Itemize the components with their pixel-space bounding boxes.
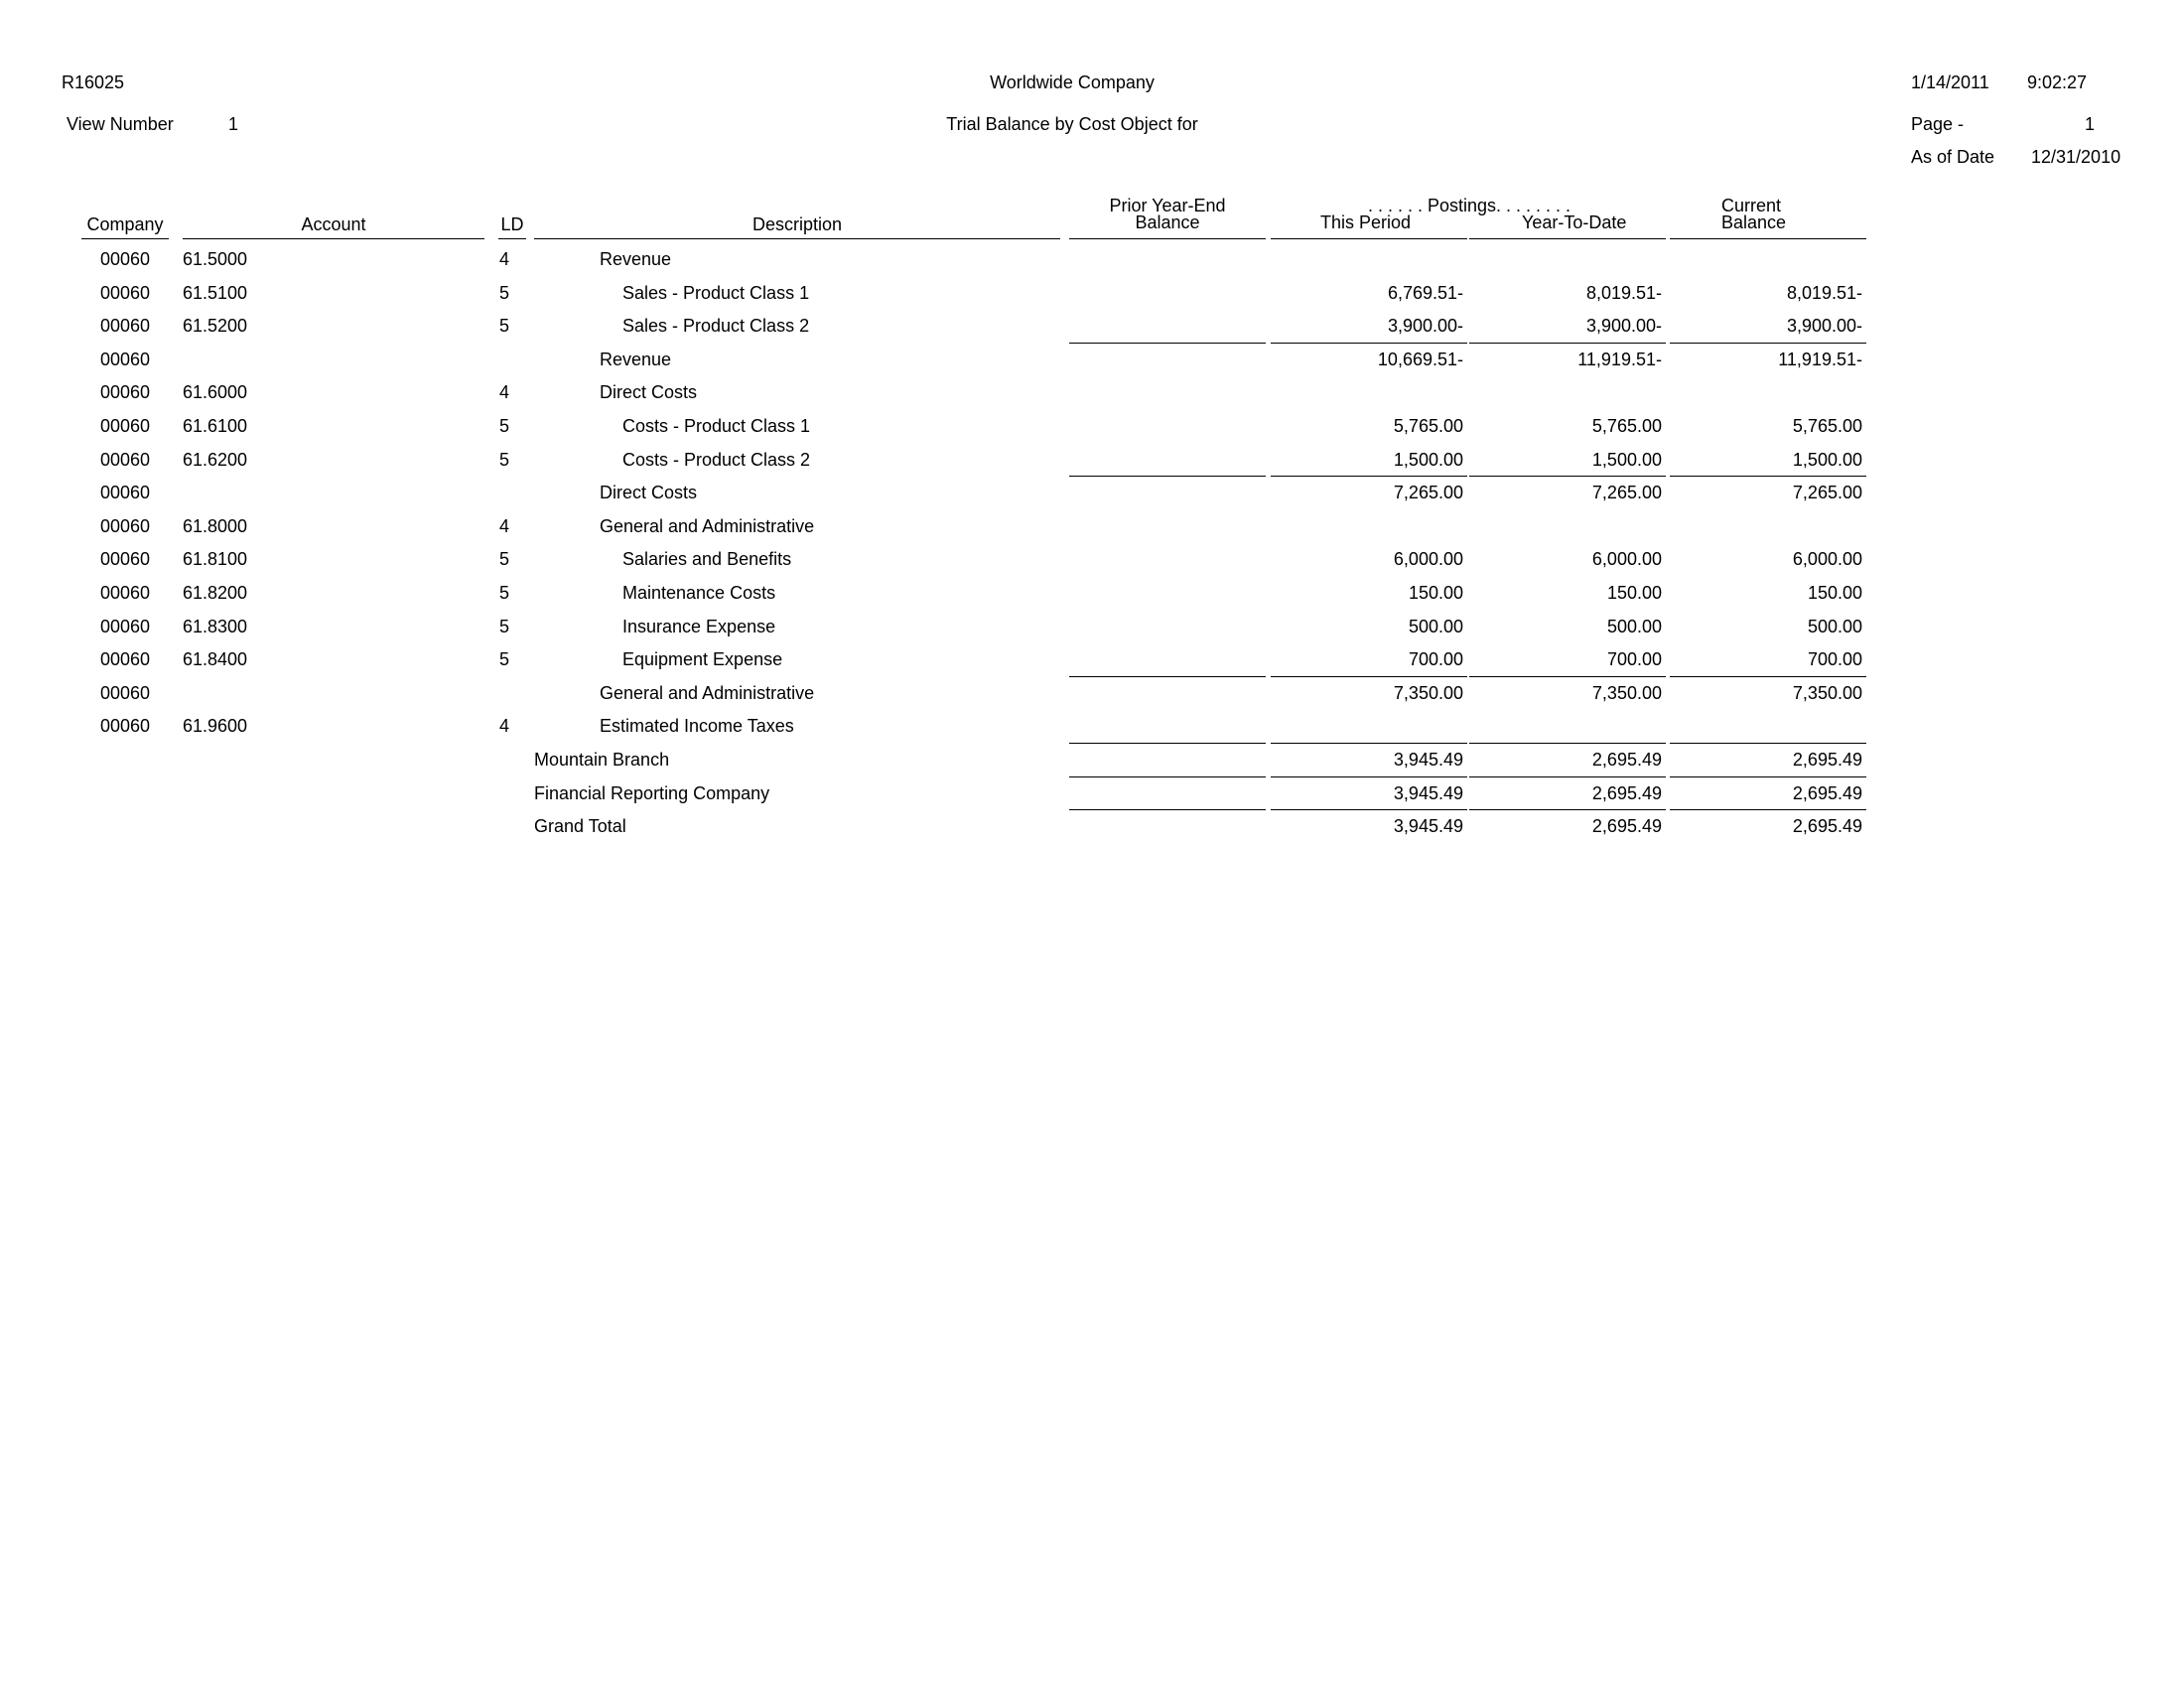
cell-year-to-date: 150.00 [1606, 583, 1662, 603]
cell-description: Maintenance Costs [622, 583, 776, 603]
table-row [0, 610, 2184, 643]
cell-ld: 5 [499, 316, 510, 337]
cell-this-period: 700.00 [1408, 649, 1463, 670]
cell-this-period: 3,945.49 [1393, 816, 1463, 837]
cell-ld: 5 [499, 282, 510, 303]
cell-current-balance: 6,000.00 [1792, 549, 1862, 570]
cell-description: General and Administrative [600, 515, 815, 536]
cell-company: 00060 [99, 649, 151, 670]
col-ld: LD [500, 214, 524, 234]
table-row [0, 375, 2184, 409]
cell-current-balance: 8,019.51- [1786, 282, 1862, 303]
cell-year-to-date: 2,695.49 [1591, 750, 1662, 770]
table-row [0, 476, 2184, 509]
subtotal-rule [1469, 676, 1666, 677]
subtotal-rule [1670, 743, 1866, 744]
as-of-label: As of Date [1911, 147, 1995, 167]
cell-this-period: 1,500.00 [1393, 449, 1463, 470]
cell-this-period: 6,769.51- [1387, 282, 1463, 303]
col-current-line2: Balance [1721, 212, 1787, 232]
cell-this-period: 3,945.49 [1393, 750, 1463, 770]
cell-current-balance: 7,265.00 [1792, 483, 1862, 503]
table-row [0, 743, 2184, 776]
cell-company: 00060 [99, 549, 151, 570]
cell-this-period: 500.00 [1408, 616, 1463, 636]
cell-year-to-date: 5,765.00 [1591, 416, 1662, 436]
subtotal-rule [1670, 343, 1866, 344]
subtotal-rule [1069, 343, 1266, 344]
cell-year-to-date: 700.00 [1606, 649, 1662, 670]
cell-description: Costs - Product Class 1 [622, 416, 811, 436]
cell-description: Estimated Income Taxes [600, 716, 794, 737]
cell-company: 00060 [99, 682, 151, 703]
cell-ld: 4 [499, 382, 510, 403]
cell-year-to-date: 7,350.00 [1591, 682, 1662, 703]
subtotal-rule [1469, 809, 1666, 810]
run-time: 9:02:27 [2027, 72, 2088, 92]
cell-year-to-date: 500.00 [1606, 616, 1662, 636]
cell-account: 61.6100 [183, 416, 248, 436]
cell-company: 00060 [99, 416, 151, 436]
subtotal-rule [1469, 476, 1666, 477]
col-this-period-underline [1271, 238, 1467, 239]
cell-current-balance: 1,500.00 [1792, 449, 1862, 470]
cell-current-balance: 5,765.00 [1792, 416, 1862, 436]
subtotal-rule [1069, 776, 1266, 777]
cell-current-balance: 500.00 [1807, 616, 1862, 636]
cell-description: Sales - Product Class 1 [622, 282, 810, 303]
cell-description: General and Administrative [600, 682, 815, 703]
subtotal-rule [1670, 476, 1866, 477]
col-current-line1: Current [1721, 196, 1782, 215]
cell-current-balance: 3,900.00- [1786, 316, 1862, 337]
cell-company: 00060 [99, 449, 151, 470]
cell-this-period: 10,669.51- [1377, 349, 1463, 369]
cell-description: Revenue [600, 349, 672, 369]
subtotal-rule [1271, 776, 1467, 777]
subtotal-rule [1271, 809, 1467, 810]
cell-year-to-date: 11,919.51- [1577, 349, 1662, 369]
table-row [0, 509, 2184, 543]
cell-description: Direct Costs [600, 483, 698, 503]
cell-this-period: 3,900.00- [1387, 316, 1463, 337]
cell-company: 00060 [99, 616, 151, 636]
col-this-period: This Period [1320, 212, 1412, 232]
cell-account: 61.5000 [183, 249, 248, 269]
col-year-to-date: Year-To-Date [1522, 212, 1627, 232]
cell-this-period: 7,265.00 [1393, 483, 1463, 503]
cell-account: 61.9600 [183, 716, 248, 737]
col-account: Account [301, 214, 366, 234]
cell-description: Costs - Product Class 2 [622, 449, 811, 470]
cell-description: Grand Total [534, 816, 626, 837]
cell-description: Sales - Product Class 2 [622, 316, 810, 337]
cell-this-period: 5,765.00 [1393, 416, 1463, 436]
cell-description: Financial Reporting Company [534, 782, 770, 803]
cell-company: 00060 [99, 583, 151, 603]
as-of-date: 12/31/2010 [2031, 147, 2121, 167]
view-number: 1 [228, 114, 239, 134]
cell-description: Salaries and Benefits [622, 549, 792, 570]
cell-year-to-date: 2,695.49 [1591, 816, 1662, 837]
cell-account: 61.5200 [183, 316, 248, 337]
cell-account: 61.8100 [183, 549, 248, 570]
cell-current-balance: 700.00 [1807, 649, 1862, 670]
cell-this-period: 6,000.00 [1393, 549, 1463, 570]
table-row [0, 576, 2184, 610]
cell-year-to-date: 8,019.51- [1585, 282, 1662, 303]
cell-current-balance: 2,695.49 [1792, 750, 1862, 770]
cell-company: 00060 [99, 716, 151, 737]
cell-company: 00060 [99, 382, 151, 403]
cell-account: 61.8300 [183, 616, 248, 636]
cell-account: 61.6000 [183, 382, 248, 403]
cell-company: 00060 [99, 483, 151, 503]
subtotal-rule [1069, 676, 1266, 677]
table-row [0, 809, 2184, 843]
cell-company: 00060 [99, 282, 151, 303]
view-number-label: View Number [67, 114, 174, 134]
table-row [0, 343, 2184, 376]
cell-year-to-date: 2,695.49 [1591, 782, 1662, 803]
table-row [0, 676, 2184, 710]
subtotal-rule [1469, 776, 1666, 777]
run-date: 1/14/2011 [1911, 72, 1989, 92]
table-row [0, 276, 2184, 310]
cell-company: 00060 [99, 249, 151, 269]
table-row [0, 409, 2184, 443]
cell-current-balance: 2,695.49 [1792, 782, 1862, 803]
table-row [0, 542, 2184, 576]
subtotal-rule [1469, 743, 1666, 744]
subtotal-rule [1069, 476, 1266, 477]
cell-company: 00060 [99, 349, 151, 369]
table-row [0, 309, 2184, 343]
cell-ld: 5 [499, 549, 510, 570]
cell-current-balance: 2,695.49 [1792, 816, 1862, 837]
subtotal-rule [1670, 676, 1866, 677]
cell-description: Mountain Branch [534, 750, 670, 770]
cell-ld: 5 [499, 416, 510, 436]
cell-account: 61.5100 [183, 282, 248, 303]
company-name: Worldwide Company [990, 72, 1155, 92]
cell-account: 61.8400 [183, 649, 248, 670]
subtotal-rule [1271, 676, 1467, 677]
col-company: Company [86, 214, 164, 234]
table-row [0, 709, 2184, 743]
cell-description: Insurance Expense [622, 616, 776, 636]
cell-this-period: 7,350.00 [1393, 682, 1463, 703]
cell-current-balance: 7,350.00 [1792, 682, 1862, 703]
cell-current-balance: 11,919.51- [1778, 349, 1862, 369]
col-prior-line1: Prior Year-End [1109, 196, 1226, 215]
cell-this-period: 3,945.49 [1393, 782, 1463, 803]
cell-ld: 4 [499, 716, 510, 737]
col-account-underline [183, 238, 484, 239]
col-description-underline [534, 238, 1060, 239]
cell-company: 00060 [99, 515, 151, 536]
cell-year-to-date: 6,000.00 [1591, 549, 1662, 570]
col-description: Description [751, 214, 843, 234]
table-row [0, 242, 2184, 276]
cell-year-to-date: 3,900.00- [1585, 316, 1662, 337]
cell-ld: 4 [499, 249, 510, 269]
subtotal-rule [1069, 809, 1266, 810]
subtotal-rule [1271, 476, 1467, 477]
col-company-underline [81, 238, 169, 239]
col-postings-group: . . . . . . Postings. . . . . . . . [1367, 196, 1571, 215]
cell-ld: 5 [499, 616, 510, 636]
cell-description: Direct Costs [600, 382, 698, 403]
cell-ld: 5 [499, 649, 510, 670]
cell-this-period: 150.00 [1408, 583, 1463, 603]
cell-year-to-date: 1,500.00 [1591, 449, 1662, 470]
cell-year-to-date: 7,265.00 [1591, 483, 1662, 503]
subtotal-rule [1069, 743, 1266, 744]
table-row [0, 776, 2184, 810]
page-label: Page - [1911, 114, 1965, 134]
cell-current-balance: 150.00 [1807, 583, 1862, 603]
cell-ld: 5 [499, 583, 510, 603]
subtotal-rule [1469, 343, 1666, 344]
cell-account: 61.8200 [183, 583, 248, 603]
cell-company: 00060 [99, 316, 151, 337]
cell-account: 61.8000 [183, 515, 248, 536]
subtotal-rule [1271, 743, 1467, 744]
col-prior-line2: Balance [1135, 212, 1200, 232]
cell-description: Revenue [600, 249, 672, 269]
col-ytd-underline [1469, 238, 1666, 239]
subtotal-rule [1271, 343, 1467, 344]
report-id: R16025 [62, 72, 125, 92]
col-ld-underline [498, 238, 526, 239]
cell-ld: 4 [499, 515, 510, 536]
subtotal-rule [1670, 809, 1866, 810]
cell-description: Equipment Expense [622, 649, 783, 670]
page-number: 1 [2084, 114, 2095, 134]
table-row [0, 443, 2184, 477]
cell-ld: 5 [499, 449, 510, 470]
subtotal-rule [1670, 776, 1866, 777]
col-current-underline [1670, 238, 1866, 239]
table-row [0, 642, 2184, 676]
cell-account: 61.6200 [183, 449, 248, 470]
report-title: Trial Balance by Cost Object for [946, 114, 1198, 134]
col-prior-underline [1069, 238, 1266, 239]
